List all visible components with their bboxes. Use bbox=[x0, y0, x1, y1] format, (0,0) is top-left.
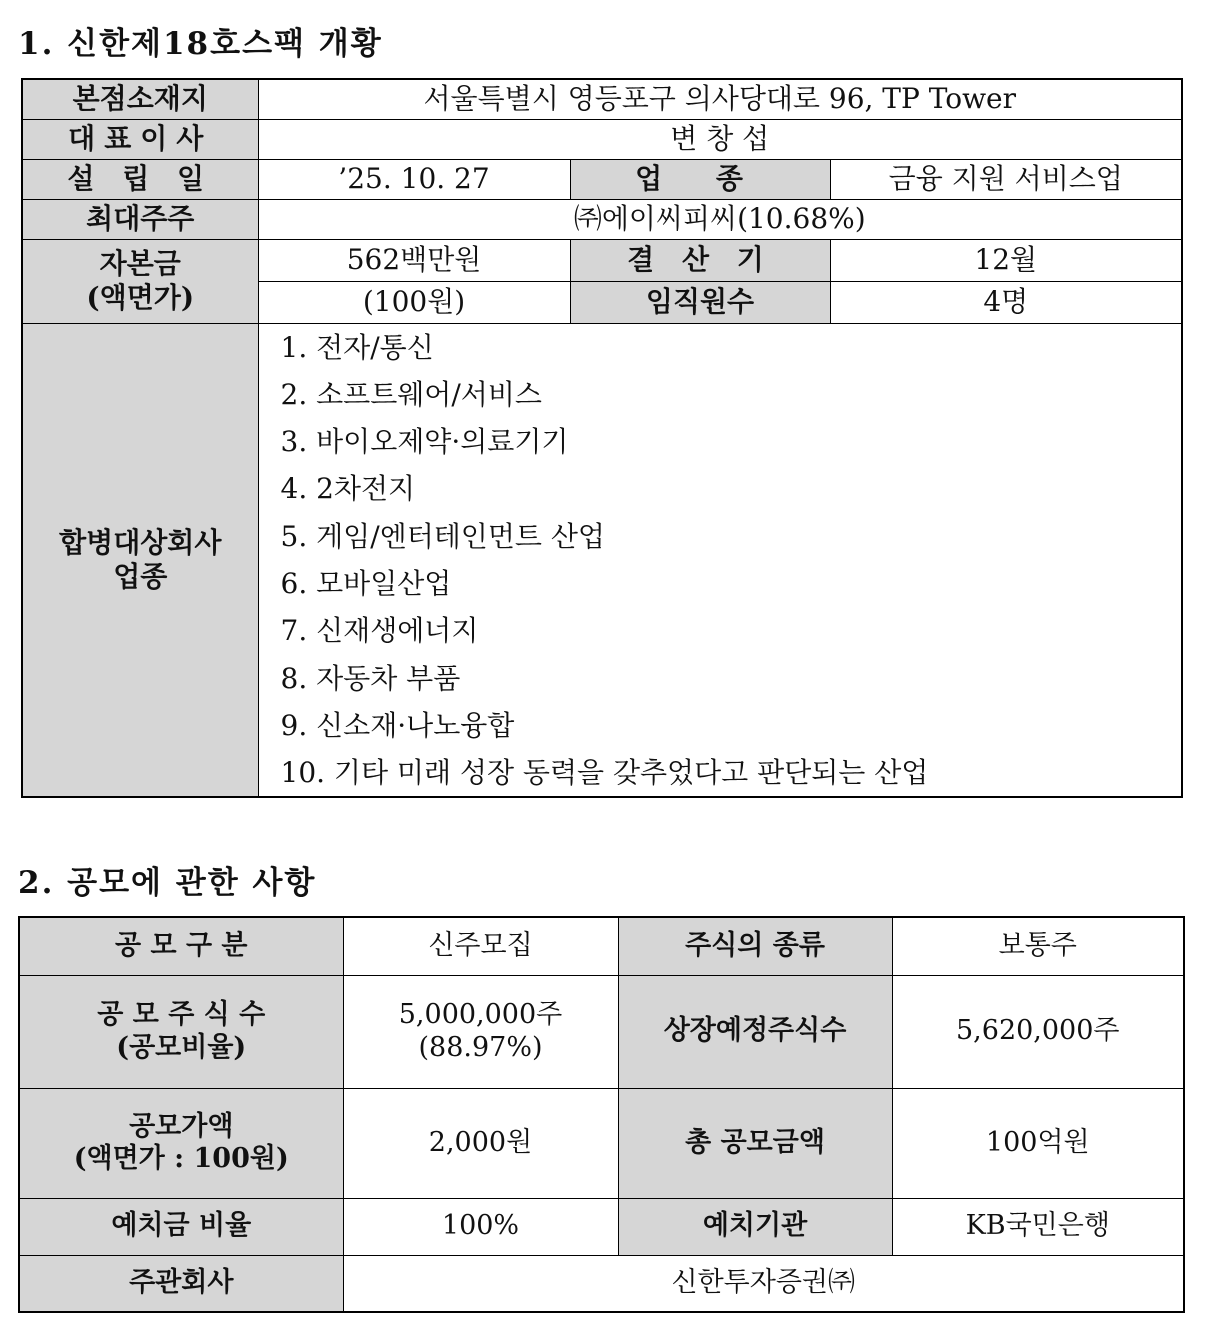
largest-shareholder-label: 최대주주 bbox=[22, 199, 258, 239]
largest-shareholder-value: ㈜에이씨피씨(10.68%) bbox=[258, 199, 1182, 239]
offer-shares-value bbox=[343, 975, 618, 1088]
underwriter-value: 신한투자증권㈜ bbox=[343, 1255, 1184, 1312]
founded-label: 설 립 일 bbox=[22, 159, 258, 199]
offer-type-label: 공 모 구 분 bbox=[19, 917, 343, 975]
share-type-label: 주식의 종류 bbox=[618, 917, 892, 975]
industry-value: 금융 지원 서비스업 bbox=[830, 159, 1182, 199]
fiscal-year-end-label: 결 산 기 bbox=[570, 239, 830, 281]
escrow-ratio-label: 예치금 비율 bbox=[19, 1198, 343, 1255]
offer-shares-label-line2: (공모비율) bbox=[116, 1031, 247, 1063]
ceo-value: 변 창 섭 bbox=[258, 119, 1182, 159]
listed-shares-value: 5,620,000주 bbox=[892, 975, 1184, 1088]
offer-shares-value-line1: 5,000,000주 bbox=[398, 999, 563, 1031]
underwriter-label: 주관회사 bbox=[19, 1255, 343, 1312]
sector-item: 9. 신소재·나노융합 bbox=[280, 708, 515, 742]
sector-item: 2. 소프트웨어/서비스 bbox=[280, 377, 542, 411]
escrow-bank-label: 예치기관 bbox=[618, 1198, 892, 1255]
offer-price-label-line2: (액면가 : 100원) bbox=[73, 1143, 289, 1174]
spac-overview-table bbox=[21, 78, 1183, 798]
ceo-label: 대표이사 bbox=[22, 119, 258, 159]
par-value: (100원) bbox=[258, 281, 570, 323]
escrow-ratio-value: 100% bbox=[343, 1198, 618, 1255]
industry-label: 업 종 bbox=[570, 159, 830, 199]
total-amount-value: 100억원 bbox=[892, 1088, 1184, 1198]
hq-value: 서울특별시 영등포구 의사당대로 96, TP Tower bbox=[258, 79, 1182, 119]
sector-item: 6. 모바일산업 bbox=[280, 566, 452, 600]
offer-price-label-line1: 공모가액 bbox=[129, 1110, 234, 1142]
public-offering-table bbox=[18, 916, 1185, 1313]
employees-label: 임직원수 bbox=[570, 281, 830, 323]
sector-item: 10. 기타 미래 성장 동력을 갖추었다고 판단되는 산업 bbox=[280, 756, 929, 790]
merger-target-label bbox=[22, 323, 258, 797]
hq-label: 본점소재지 bbox=[22, 79, 258, 119]
section-1-heading: 1. 신한제18호스팩 개황 bbox=[18, 26, 383, 62]
fiscal-year-end-value: 12월 bbox=[830, 239, 1182, 281]
employees-value: 4명 bbox=[830, 281, 1182, 323]
offer-shares-label bbox=[19, 975, 343, 1088]
capital-label-line2: (액면가) bbox=[86, 281, 195, 314]
sector-item: 7. 신재생에너지 bbox=[280, 614, 479, 648]
listed-shares-label: 상장예정주식수 bbox=[618, 975, 892, 1088]
capital-value: 562백만원 bbox=[258, 239, 570, 281]
capital-label-line1: 자본금 bbox=[99, 247, 181, 281]
sector-item: 1. 전자/통신 bbox=[280, 330, 434, 364]
offer-price-value: 2,000원 bbox=[343, 1088, 618, 1198]
sector-item: 5. 게임/엔터테인먼트 산업 bbox=[280, 519, 605, 553]
merger-target-label-line1: 합병대상회사 bbox=[59, 526, 222, 560]
total-amount-label: 총 공모금액 bbox=[618, 1088, 892, 1198]
sector-list bbox=[259, 324, 1182, 797]
sector-item: 8. 자동차 부품 bbox=[280, 661, 461, 695]
merger-target-sectors bbox=[258, 323, 1182, 797]
offer-shares-value-line2: (88.97%) bbox=[418, 1031, 543, 1063]
offer-shares-label-line1: 공 모 주 식 수 bbox=[97, 999, 266, 1031]
sector-item: 3. 바이오제약·의료기기 bbox=[280, 425, 569, 459]
share-type-value: 보통주 bbox=[892, 917, 1184, 975]
offer-type-value: 신주모집 bbox=[343, 917, 618, 975]
offer-price-label bbox=[19, 1088, 343, 1198]
merger-target-label-line2: 업종 bbox=[113, 559, 168, 593]
sector-item: 4. 2차전지 bbox=[280, 472, 416, 506]
section-2-heading: 2. 공모에 관한 사항 bbox=[18, 865, 317, 901]
capital-label bbox=[22, 239, 258, 323]
escrow-bank-value: KB국민은행 bbox=[892, 1198, 1184, 1255]
founded-value: ’25. 10. 27 bbox=[258, 159, 570, 199]
